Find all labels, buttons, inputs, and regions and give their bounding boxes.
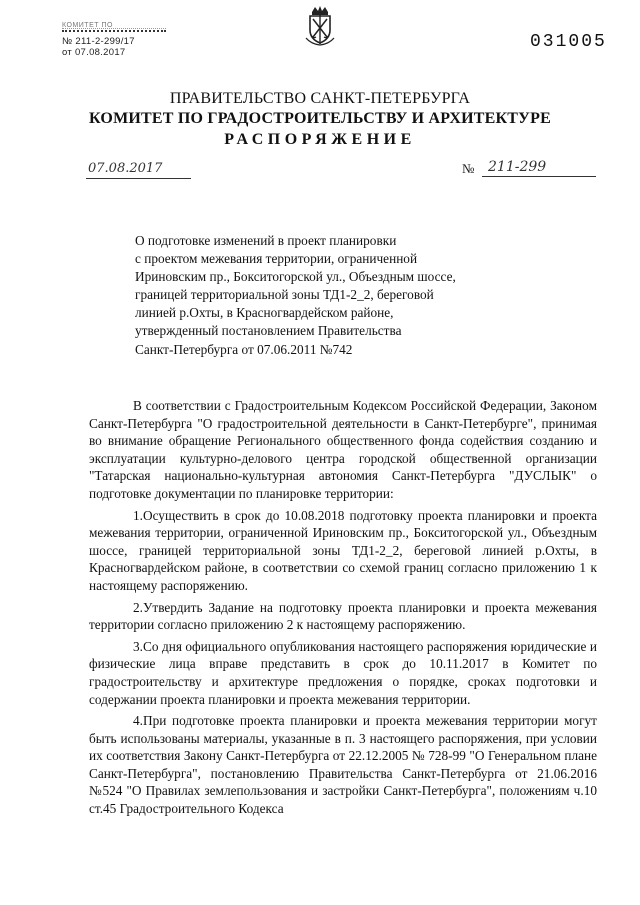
number-sign: №: [462, 161, 475, 176]
document-body: [89, 397, 597, 822]
subject-line: с проектом межевания территории, ограниченной: [135, 251, 418, 267]
stamp-header: КОМИТЕТ ПО: [62, 20, 166, 29]
clause-paragraph: 1.Осуществить в срок до 10.08.2018 подготовку проекта планировки и проекта межевания территории, ограниченной Ириновским пр., Бокситогорской ул., Объездным шоссе, границей территориальной зоны ТД1-2_2, береговой линией р.Охты, в Красногвардейском районе, в соответствии со схемой границ согласно приложению 1 к настоящему распоряжению.: [89, 507, 597, 593]
subject-line: Санкт-Петербурга от 07.06.2011 №742: [135, 341, 353, 357]
document-subject: [135, 232, 465, 359]
document-number-field: [462, 160, 590, 178]
clause-paragraph: 3.Со дня официального опубликования настоящего распоряжения юридические и физические лица вправе представить в срок до 10.11.2017 в Комитет по градостроительству и архитектуре предложения о порядке, сроках подготовки и содержании проекта планировки и проекта межевания территории.: [89, 638, 597, 707]
subject-line: границей территориальной зоны ТД1-2_2, береговой: [135, 287, 434, 303]
handwritten-date: 07.08.2017: [86, 160, 191, 179]
document-type-title: РАСПОРЯЖЕНИЕ: [224, 131, 416, 148]
preamble-paragraph: В соответствии с Градостроительным Кодексом Российской Федерации, Законом Санкт-Петербурга "О градостроительной деятельности в Санкт-Петербурге", принимая во внимание обращение Регионального общественного фонда содействия созданию и эксплуатации культурно-делового центра городской общественной организации "Татарская национально-культурная автономия Санкт-Петербурга "ДУСЛЫК" о подготовке документации по планировке территории:: [89, 398, 597, 501]
registration-stamp: [62, 20, 166, 58]
saint-petersburg-coat-of-arms-icon: [303, 6, 337, 46]
subject-line: О подготовке изменений в проект планировки: [135, 233, 397, 248]
clause-paragraph: 4.При подготовке проекта планировки и проекта межевания территории могут быть использованы материалы, указанные в п. 3 настоящего распоряжения, при условии их соответствия Закону Санкт-Петербурга от 22.12.2005 № 728-99 "О Генеральном плане Санкт-Петербурга", постановлению Правительства Санкт-Петербурга от 21.06.2016 №524 "О Правилах землепользования и застройки Санкт-Петербурга", положениям ч.10 ст.45 Градостроительного Кодекса: [89, 713, 597, 817]
document-serial-number: 031005: [530, 32, 607, 52]
stamp-reg-date: от 07.08.2017: [62, 47, 126, 58]
committee-title: КОМИТЕТ ПО ГРАДОСТРОИТЕЛЬСТВУ И АРХИТЕКТУРЕ: [89, 110, 551, 127]
handwritten-number: 211-299: [482, 158, 596, 177]
subject-line: линией р.Охты, в Красногвардейском районе,: [135, 305, 394, 321]
subject-line: утвержденный постановлением Правительства: [135, 323, 402, 339]
stamp-reg-number: № 211-2-299/17: [62, 36, 135, 47]
subject-line: Ириновским пр., Бокситогорской ул., Объездным шоссе,: [135, 269, 456, 285]
clause-paragraph: 2.Утвердить Задание на подготовку проекта планировки и проекта межевания территории согласно приложению 2 к настоящему распоряжению.: [89, 599, 597, 633]
government-title: ПРАВИТЕЛЬСТВО САНКТ-ПЕТЕРБУРГА: [169, 90, 471, 107]
